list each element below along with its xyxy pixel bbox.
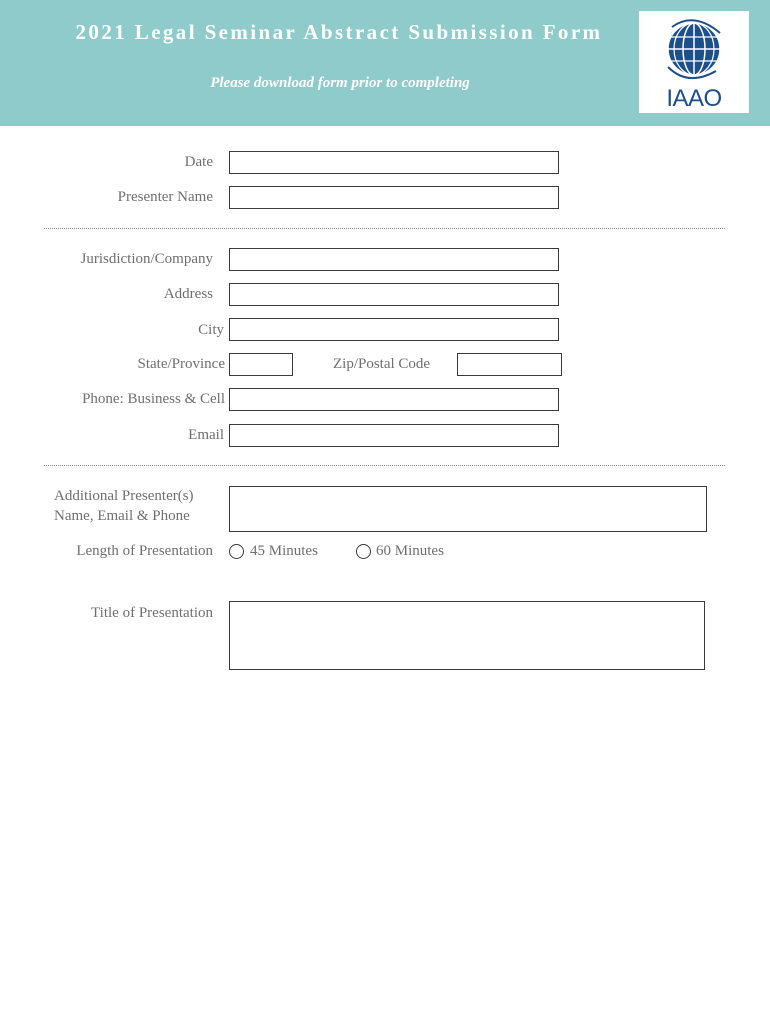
additional-presenters-label-line1: Additional Presenter(s) — [54, 488, 194, 504]
globe-icon — [662, 17, 726, 83]
form-title: 2021 Legal Seminar Abstract Submission Form — [75, 20, 603, 44]
section-divider-2 — [44, 465, 725, 466]
section-divider-1 — [44, 228, 725, 229]
radio-45-minutes[interactable] — [229, 544, 244, 559]
email-label: Email — [188, 427, 224, 443]
state-label: State/Province — [137, 356, 225, 372]
email-field[interactable] — [229, 424, 559, 447]
jurisdiction-label: Jurisdiction/Company — [80, 251, 213, 267]
additional-presenters-label-line2: Name, Email & Phone — [54, 508, 190, 524]
phone-field[interactable] — [229, 388, 559, 411]
iaao-logo — [639, 11, 749, 113]
address-label: Address — [163, 286, 213, 302]
additional-presenters-field[interactable] — [229, 486, 707, 532]
form-subtitle: Please download form prior to completing — [210, 75, 470, 91]
option-60-label: 60 Minutes — [376, 543, 444, 559]
zip-field[interactable] — [457, 353, 562, 376]
presenter-name-label: Presenter Name — [117, 189, 213, 205]
city-field[interactable] — [229, 318, 559, 341]
jurisdiction-field[interactable] — [229, 248, 559, 271]
date-field[interactable] — [229, 151, 559, 174]
presenter-name-field[interactable] — [229, 186, 559, 209]
radio-60-minutes[interactable] — [356, 544, 371, 559]
title-field[interactable] — [229, 601, 705, 670]
date-label: Date — [184, 154, 213, 170]
city-label: City — [198, 322, 224, 338]
length-label: Length of Presentation — [76, 543, 213, 559]
state-field[interactable] — [229, 353, 293, 376]
phone-label: Phone: Business & Cell — [82, 391, 225, 407]
zip-label: Zip/Postal Code — [333, 356, 431, 372]
logo-text: IAAO — [666, 85, 722, 112]
address-field[interactable] — [229, 283, 559, 306]
option-45-label: 45 Minutes — [250, 543, 318, 559]
title-label: Title of Presentation — [91, 605, 213, 621]
header-banner — [0, 0, 770, 126]
